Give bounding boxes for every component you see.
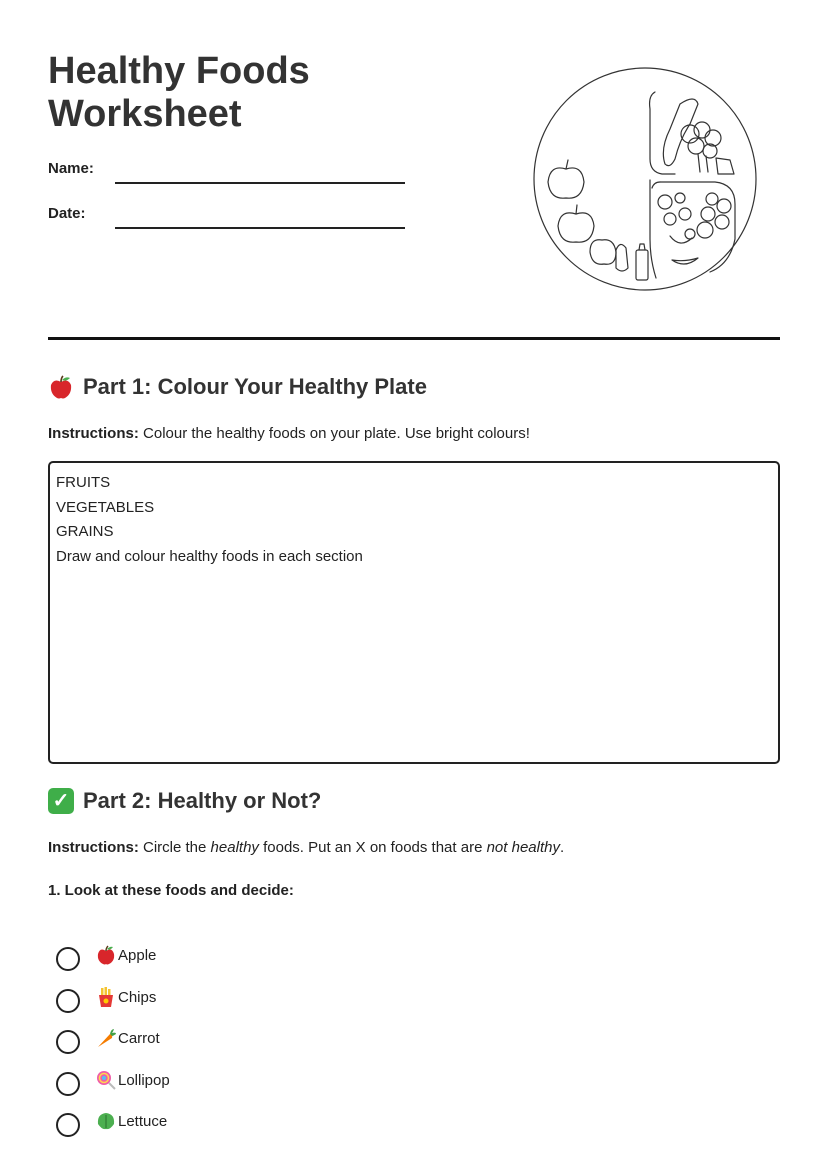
plate-drawing-box[interactable] bbox=[48, 461, 780, 764]
lollipop-icon bbox=[95, 1069, 117, 1091]
food-label: Carrot bbox=[118, 1030, 160, 1047]
question-1: 1. Look at these foods and decide: bbox=[48, 882, 294, 899]
box-line-grains: GRAINS bbox=[56, 523, 114, 540]
box-line-instruction: Draw and colour healthy foods in each section bbox=[56, 547, 363, 565]
fries-icon bbox=[95, 986, 117, 1008]
choice-radio[interactable] bbox=[56, 1030, 80, 1054]
food-label: Lollipop bbox=[118, 1071, 170, 1089]
food-item-lettuce[interactable] bbox=[56, 1110, 456, 1152]
choice-radio[interactable] bbox=[56, 947, 80, 971]
title-line-1: Healthy Foods bbox=[48, 50, 310, 92]
choice-radio[interactable] bbox=[56, 1113, 80, 1137]
apple-icon bbox=[95, 944, 117, 966]
part2-instructions-not-healthy: not healthy bbox=[486, 839, 560, 856]
food-item-carrot[interactable] bbox=[56, 1027, 456, 1069]
red-apple-icon bbox=[48, 374, 74, 400]
part1-title: Part 1: Colour Your Healthy Plate bbox=[83, 374, 427, 399]
box-line-fruits: FRUITS bbox=[56, 474, 111, 491]
date-field-row bbox=[48, 205, 408, 235]
name-field[interactable] bbox=[115, 182, 405, 184]
part2-instructions-healthy: healthy bbox=[210, 839, 259, 856]
fruits-drawing bbox=[548, 160, 648, 280]
name-label: Name: bbox=[48, 160, 94, 177]
part2-instructions-pre: Circle the bbox=[143, 839, 207, 856]
part1-instructions-text: Colour the healthy foods on your plate. Use bright colours! bbox=[143, 425, 530, 442]
part2-instructions bbox=[48, 839, 564, 856]
part2-title: Part 2: Healthy or Not? bbox=[83, 788, 322, 813]
date-field[interactable] bbox=[115, 227, 405, 229]
food-item-apple[interactable] bbox=[56, 944, 456, 986]
food-choice-list bbox=[56, 944, 456, 1152]
choice-radio[interactable] bbox=[56, 1072, 80, 1096]
grains-drawing bbox=[658, 193, 731, 264]
carrot-icon bbox=[95, 1027, 117, 1049]
lettuce-icon bbox=[95, 1110, 117, 1132]
date-label: Date: bbox=[48, 205, 86, 222]
part1-heading bbox=[48, 374, 427, 400]
box-line-vegetables: VEGETABLES bbox=[56, 498, 155, 516]
food-item-lollipop[interactable] bbox=[56, 1069, 456, 1111]
part2-instructions-mid: foods. Put an X on foods that are bbox=[263, 839, 483, 856]
title-line-2: Worksheet bbox=[48, 93, 242, 135]
choice-radio[interactable] bbox=[56, 989, 80, 1013]
part2-instructions-label: Instructions: bbox=[48, 839, 139, 856]
part1-instructions bbox=[48, 425, 530, 442]
name-field-row bbox=[48, 160, 408, 190]
healthy-plate-illustration bbox=[530, 64, 760, 294]
section-divider bbox=[48, 337, 780, 340]
food-label: Chips bbox=[118, 988, 157, 1006]
part1-instructions-label: Instructions: bbox=[48, 425, 139, 442]
part2-heading bbox=[48, 788, 321, 814]
vegetables-drawing bbox=[663, 99, 734, 174]
check-mark-icon: ✓ bbox=[48, 788, 74, 814]
food-label: Apple bbox=[118, 947, 157, 964]
food-label: Lettuce bbox=[118, 1113, 168, 1130]
part2-instructions-end: . bbox=[559, 839, 565, 856]
food-item-chips[interactable] bbox=[56, 986, 456, 1028]
page-title bbox=[48, 50, 448, 136]
